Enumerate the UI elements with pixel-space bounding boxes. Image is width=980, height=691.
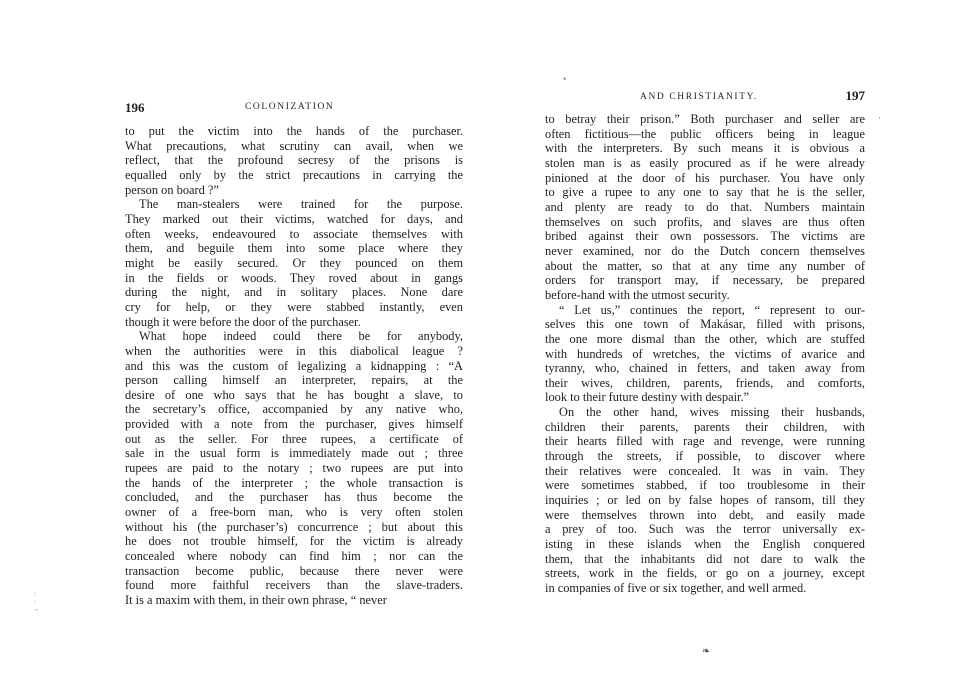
text-line: It is a maxim with them, in their own phrase, “ never bbox=[125, 593, 387, 607]
text-line: concealed where nobody can find him ; nor can the bbox=[125, 549, 463, 564]
text-line: the hands of the interpreter ; the whole transaction is bbox=[125, 475, 463, 490]
paragraph bbox=[545, 112, 865, 303]
margin-specks: : · ¬ bbox=[34, 590, 38, 614]
paragraph bbox=[125, 197, 463, 329]
text-line: he does not trouble himself, for the victim is already bbox=[125, 534, 463, 549]
text-line: often fictitious—the public officers being in league bbox=[545, 126, 865, 141]
ink-speck: • bbox=[563, 74, 567, 84]
text-line: rupees are paid to the notary ; two rupees are put into bbox=[125, 461, 463, 476]
left-page-body bbox=[125, 124, 463, 608]
paragraph bbox=[545, 303, 865, 406]
text-line: their wives, children, parents, friends, and comforts, bbox=[545, 375, 865, 390]
text-line: reflect, that the profound secresy of the prisons is bbox=[125, 153, 463, 168]
text-line: pinioned at the door of his purchaser. You have only bbox=[545, 170, 865, 185]
text-line: a prey of too. Such was the terror universally ex- bbox=[545, 522, 865, 537]
text-line: with hundreds of wretches, the victims of avarice and bbox=[545, 346, 865, 361]
text-line: provided with a note from the purchaser, gives himself bbox=[125, 417, 463, 432]
running-head: COLONIZATION bbox=[245, 102, 335, 112]
text-line: look to their future destiny with despair.” bbox=[545, 390, 750, 405]
text-line: The man-stealers were trained for the purpose. bbox=[139, 197, 463, 212]
text-line: before-hand with the utmost security. bbox=[545, 287, 730, 302]
text-line: selves this one town of Makásar, filled with prisons, bbox=[545, 317, 865, 332]
text-line: isting in these islands when the English conquered bbox=[545, 537, 865, 552]
running-head: AND CHRISTIANITY. bbox=[640, 92, 758, 102]
text-line: They marked out their victims, watched for days, and bbox=[125, 211, 463, 226]
text-line: about the matter, so that at any time any number of bbox=[545, 258, 865, 273]
text-line: though it were before the door of the purchaser. bbox=[125, 314, 361, 329]
text-line: in companies of five or six together, and well armed. bbox=[545, 581, 807, 595]
text-line: when the authorities were in this diabolical league ? bbox=[125, 343, 463, 358]
page-number: 196 bbox=[125, 100, 145, 115]
text-line: often weeks, endeavoured to associate themselves with bbox=[125, 226, 463, 241]
text-line: stolen man is as easily procured as if he were already bbox=[545, 155, 865, 170]
right-page bbox=[545, 88, 865, 596]
text-line: person calling himself an interpreter, repairs, at the bbox=[125, 373, 463, 388]
text-line: What precautions, what scrutiny can avail, when we bbox=[125, 138, 463, 153]
text-line: owner of a free-born man, who is very often stolen bbox=[125, 505, 463, 520]
left-page-header bbox=[125, 100, 463, 118]
text-line: and plenty are ready to do that. Numbers maintain bbox=[545, 199, 865, 214]
text-line: person on board ?” bbox=[125, 182, 219, 197]
text-line: sale in the usual form is immediately made out ; three bbox=[125, 446, 463, 461]
text-line: desire of one who says that he has bought a slave, to bbox=[125, 387, 463, 402]
text-line: On the other hand, wives missing their husbands, bbox=[559, 405, 865, 420]
text-line: them, that the inhabitants did not dare to walk the bbox=[545, 551, 865, 566]
text-line: to give a rupee to any one to say that he is the seller, bbox=[545, 185, 865, 200]
text-line: children their parents, parents their children, with bbox=[545, 419, 865, 434]
text-line: and this was the custom of legalizing a kidnapping : “A bbox=[125, 358, 463, 373]
text-line: to betray their prison.” Both purchaser and seller are bbox=[545, 112, 865, 126]
paragraph bbox=[125, 329, 463, 607]
right-page-body bbox=[545, 112, 865, 596]
paragraph bbox=[545, 405, 865, 596]
text-line: found more faithful receivers than the slave-traders. bbox=[125, 578, 463, 593]
right-page-header bbox=[545, 88, 865, 106]
text-line: the secretary’s office, accompanied by any native who, bbox=[125, 402, 463, 417]
text-line: them, and beguile them into some place where they bbox=[125, 241, 463, 256]
text-line: orders for transport may, if necessary, be prepared bbox=[545, 273, 865, 288]
text-line: through the streets, if possible, to discover where bbox=[545, 449, 865, 464]
text-line: were themselves thrown into debt, and easily made bbox=[545, 507, 865, 522]
text-line: in the fields or woods. They roved about in gangs bbox=[125, 270, 463, 285]
page-number: 197 bbox=[845, 88, 865, 103]
text-line: to put the victim into the hands of the purchaser. bbox=[125, 124, 463, 138]
text-line: streets, work in the fields, or go on a journey, except bbox=[545, 566, 865, 581]
text-line: bribed against their own possessors. The victims are bbox=[545, 229, 865, 244]
text-line: the one more dismal than the other, which are stuffed bbox=[545, 331, 865, 346]
paragraph bbox=[125, 124, 463, 197]
text-line: might be easily secured. Or they pounced on them bbox=[125, 255, 463, 270]
text-line: with the interpreters. By such means it is obvious a bbox=[545, 141, 865, 156]
text-line: cry for help, or they were stabbed instantly, even bbox=[125, 299, 463, 314]
text-line: tyranny, who, chained in fetters, and taken away from bbox=[545, 361, 865, 376]
left-page bbox=[125, 100, 463, 608]
text-line: without his (the purchaser’s) concurrence ; but about this bbox=[125, 519, 463, 534]
text-line: never examined, nor do the Dutch concern themselves bbox=[545, 243, 865, 258]
text-line: their hearts filled with rage and revenge, were running bbox=[545, 434, 865, 449]
ink-speck: · bbox=[878, 113, 881, 123]
text-line: equalled only by the strict precautions in carrying the bbox=[125, 167, 463, 182]
text-line: transaction become public, because there never were bbox=[125, 563, 463, 578]
ink-blot: ❧ bbox=[702, 646, 711, 657]
text-line: their relatives were concealed. It was in vain. They bbox=[545, 463, 865, 478]
text-line: inquiries ; or led on by false hopes of ransom, till they bbox=[545, 493, 865, 508]
text-line: during the night, and in solitary places. None dare bbox=[125, 285, 463, 300]
text-line: themselves on such profits, and slaves are thus often bbox=[545, 214, 865, 229]
text-line: were sometimes stabbed, if too troublesome in their bbox=[545, 478, 865, 493]
text-line: “ Let us,” continues the report, “ represent to our- bbox=[559, 302, 865, 317]
text-line: out as the seller. For three rupees, a certificate of bbox=[125, 431, 463, 446]
text-line: concluded, and the purchaser has thus become the bbox=[125, 490, 463, 505]
text-line: What hope indeed could there be for anybody, bbox=[139, 329, 463, 344]
